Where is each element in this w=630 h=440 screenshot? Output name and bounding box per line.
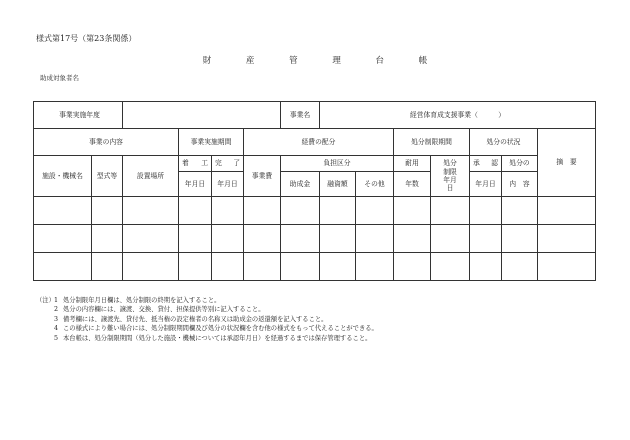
table-cell[interactable] xyxy=(431,225,470,253)
period-header: 事業実施期間 xyxy=(179,129,244,156)
note-text: 処分制限年月日欄は、処分制限の終期を記入すること。 xyxy=(63,297,221,304)
table-cell[interactable] xyxy=(123,197,179,225)
table-cell[interactable] xyxy=(356,253,394,281)
table-cell[interactable] xyxy=(538,197,596,225)
note-item xyxy=(36,305,378,314)
fiscal-year-field[interactable] xyxy=(123,102,281,129)
note-item xyxy=(36,334,378,343)
table-cell[interactable] xyxy=(394,225,431,253)
table-row xyxy=(34,253,596,281)
table-cell[interactable] xyxy=(92,253,123,281)
table-cell[interactable] xyxy=(470,197,502,225)
document-title: 財 産 管 理 台 帳 xyxy=(202,56,444,66)
table-cell[interactable] xyxy=(244,253,281,281)
disposal-content-header: 処分の xyxy=(502,156,538,172)
table-cell[interactable] xyxy=(179,197,212,225)
recipient-name-label: 助成対象者名 xyxy=(40,74,79,82)
header-row-1 xyxy=(34,129,596,156)
note-number: 1 xyxy=(54,297,59,304)
table-cell[interactable] xyxy=(431,253,470,281)
note-item xyxy=(36,315,378,324)
subsidy-header: 助成金 xyxy=(281,172,320,197)
note-item xyxy=(36,324,378,333)
table-cell[interactable] xyxy=(356,197,394,225)
notes-section xyxy=(36,296,378,343)
table-cell[interactable] xyxy=(502,253,538,281)
lifespan-years-subheader: 年数 xyxy=(394,172,431,197)
table-cell[interactable] xyxy=(281,225,320,253)
note-number: 4 xyxy=(54,325,59,333)
other-header: その他 xyxy=(356,172,394,197)
note-number: 3 xyxy=(54,315,59,323)
project-info-row xyxy=(34,102,596,129)
table-cell[interactable] xyxy=(34,253,92,281)
table-cell[interactable] xyxy=(123,225,179,253)
restriction-period-header: 処分制限期間 xyxy=(394,129,470,156)
lifespan-header: 耐用 xyxy=(394,156,431,172)
completion-date-subheader: 年月日 xyxy=(212,172,244,197)
financing-header: 融資額 xyxy=(320,172,356,197)
property-ledger-table xyxy=(33,101,596,281)
fiscal-year-label: 事業実施年度 xyxy=(34,102,123,129)
disposal-status-header: 処分の状況 xyxy=(470,129,538,156)
table-cell[interactable] xyxy=(123,253,179,281)
remarks-header: 摘 要 xyxy=(538,129,596,197)
start-header: 着 工 xyxy=(179,156,212,172)
table-row xyxy=(34,197,596,225)
location-header: 設置場所 xyxy=(123,156,179,197)
table-cell[interactable] xyxy=(320,197,356,225)
content-header: 事業の内容 xyxy=(34,129,179,156)
note-text: この様式により難い場合には、処分制限期間欄及び処分の状況欄を含む他の様式をもって代えることができる。 xyxy=(63,325,378,333)
completion-header: 完 了 xyxy=(212,156,244,172)
table-cell[interactable] xyxy=(502,225,538,253)
table-cell[interactable] xyxy=(470,225,502,253)
disposal-content-subheader: 内 容 xyxy=(502,172,538,197)
table-cell[interactable] xyxy=(34,197,92,225)
form-number: 様式第17号（第23条関係） xyxy=(36,34,137,43)
facility-name-header: 施設・機械名 xyxy=(34,156,92,197)
note-text: 備考欄には、譲渡先、貸付先、抵当権の設定権者の名称又は助成金の返還額を記入すること。 xyxy=(63,315,328,323)
header-row-2 xyxy=(34,156,596,172)
table-cell[interactable] xyxy=(394,253,431,281)
project-name-label: 事業名 xyxy=(281,102,320,129)
table-row xyxy=(34,225,596,253)
table-cell[interactable] xyxy=(244,197,281,225)
table-cell[interactable] xyxy=(92,225,123,253)
approval-header: 承 認 xyxy=(470,156,502,172)
table-cell[interactable] xyxy=(394,197,431,225)
cost-allocation-header: 経費の配分 xyxy=(244,129,394,156)
table-cell[interactable] xyxy=(281,197,320,225)
note-number: 2 xyxy=(54,306,59,314)
table-cell[interactable] xyxy=(502,197,538,225)
table-cell[interactable] xyxy=(356,225,394,253)
note-text: 本台帳は、処分制限期間（処分した施設・機械については承認年月日）を経過するまでは保存管理すること。 xyxy=(63,334,372,342)
model-header: 型式等 xyxy=(92,156,123,197)
table-cell[interactable] xyxy=(538,225,596,253)
table-cell[interactable] xyxy=(212,253,244,281)
table-cell[interactable] xyxy=(179,225,212,253)
project-cost-header: 事業費 xyxy=(244,156,281,197)
burden-division-header: 負担区分 xyxy=(281,156,394,172)
table-cell[interactable] xyxy=(179,253,212,281)
table-cell[interactable] xyxy=(244,225,281,253)
table-cell[interactable] xyxy=(212,225,244,253)
start-date-subheader: 年月日 xyxy=(179,172,212,197)
table-cell[interactable] xyxy=(92,197,123,225)
approval-date-subheader: 年月日 xyxy=(470,172,502,197)
project-name-field[interactable]: 経営体育成支援事業（ ） xyxy=(320,102,596,129)
restriction-date-header: 処分制限年月日 xyxy=(431,156,470,197)
table-cell[interactable] xyxy=(538,253,596,281)
note-number: 5 xyxy=(54,334,59,342)
table-cell[interactable] xyxy=(431,197,470,225)
note-head: （注） xyxy=(36,297,55,304)
table-cell[interactable] xyxy=(212,197,244,225)
table-cell[interactable] xyxy=(320,253,356,281)
table-cell[interactable] xyxy=(34,225,92,253)
table-cell[interactable] xyxy=(470,253,502,281)
table-cell[interactable] xyxy=(320,225,356,253)
table-cell[interactable] xyxy=(281,253,320,281)
note-item xyxy=(36,296,378,305)
note-text: 処分の内容欄には、譲渡、交換、貸付、担保提供等別に記入すること。 xyxy=(63,306,265,314)
